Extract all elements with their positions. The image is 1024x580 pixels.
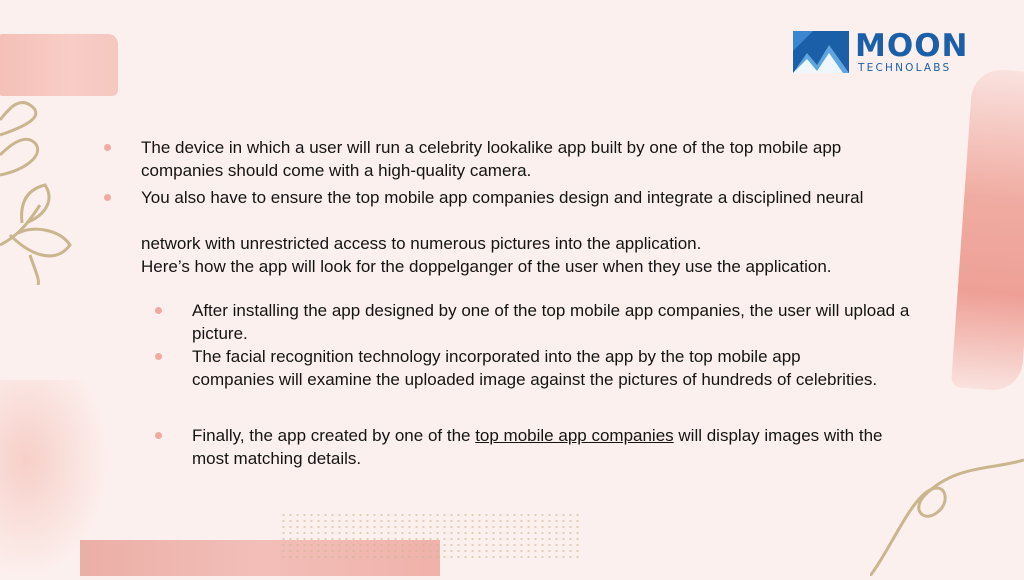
step-bullet-dot	[155, 432, 162, 439]
top-mobile-app-companies-link[interactable]: top mobile app companies	[475, 426, 674, 445]
step-item	[192, 424, 922, 470]
step-text-after: will display images with the most matching details.	[192, 426, 883, 468]
step-item: The facial recognition technology incorporated into the app by the top mobile app companies will examine the uploaded image against the pictures of hundreds of celebrities.	[192, 347, 878, 389]
intro-text: Here’s how the app will look for the doppelganger of the user when they use the application.	[141, 257, 832, 276]
bullet-dot	[104, 194, 111, 201]
step-item: After installing the app designed by one of the top mobile app companies, the user will upload a picture.	[192, 301, 910, 343]
step-text-before: Finally, the app created by one of the	[192, 426, 476, 445]
logo-subname: TECHNOLABS	[858, 61, 952, 74]
bullet-dot	[104, 144, 111, 151]
logo-name: MOON	[855, 27, 969, 64]
bullet-item: You also have to ensure the top mobile app companies design and integrate a disciplined neural	[141, 188, 864, 207]
continuation-text: network with unrestricted access to numerous pictures into the application.	[141, 234, 702, 253]
step-bullet-dot	[155, 353, 162, 360]
bullet-item: The device in which a user will run a celebrity lookalike app built by one of the top mobile app companies should come with a high-quality camera.	[141, 138, 842, 180]
step-bullet-dot	[155, 307, 162, 314]
